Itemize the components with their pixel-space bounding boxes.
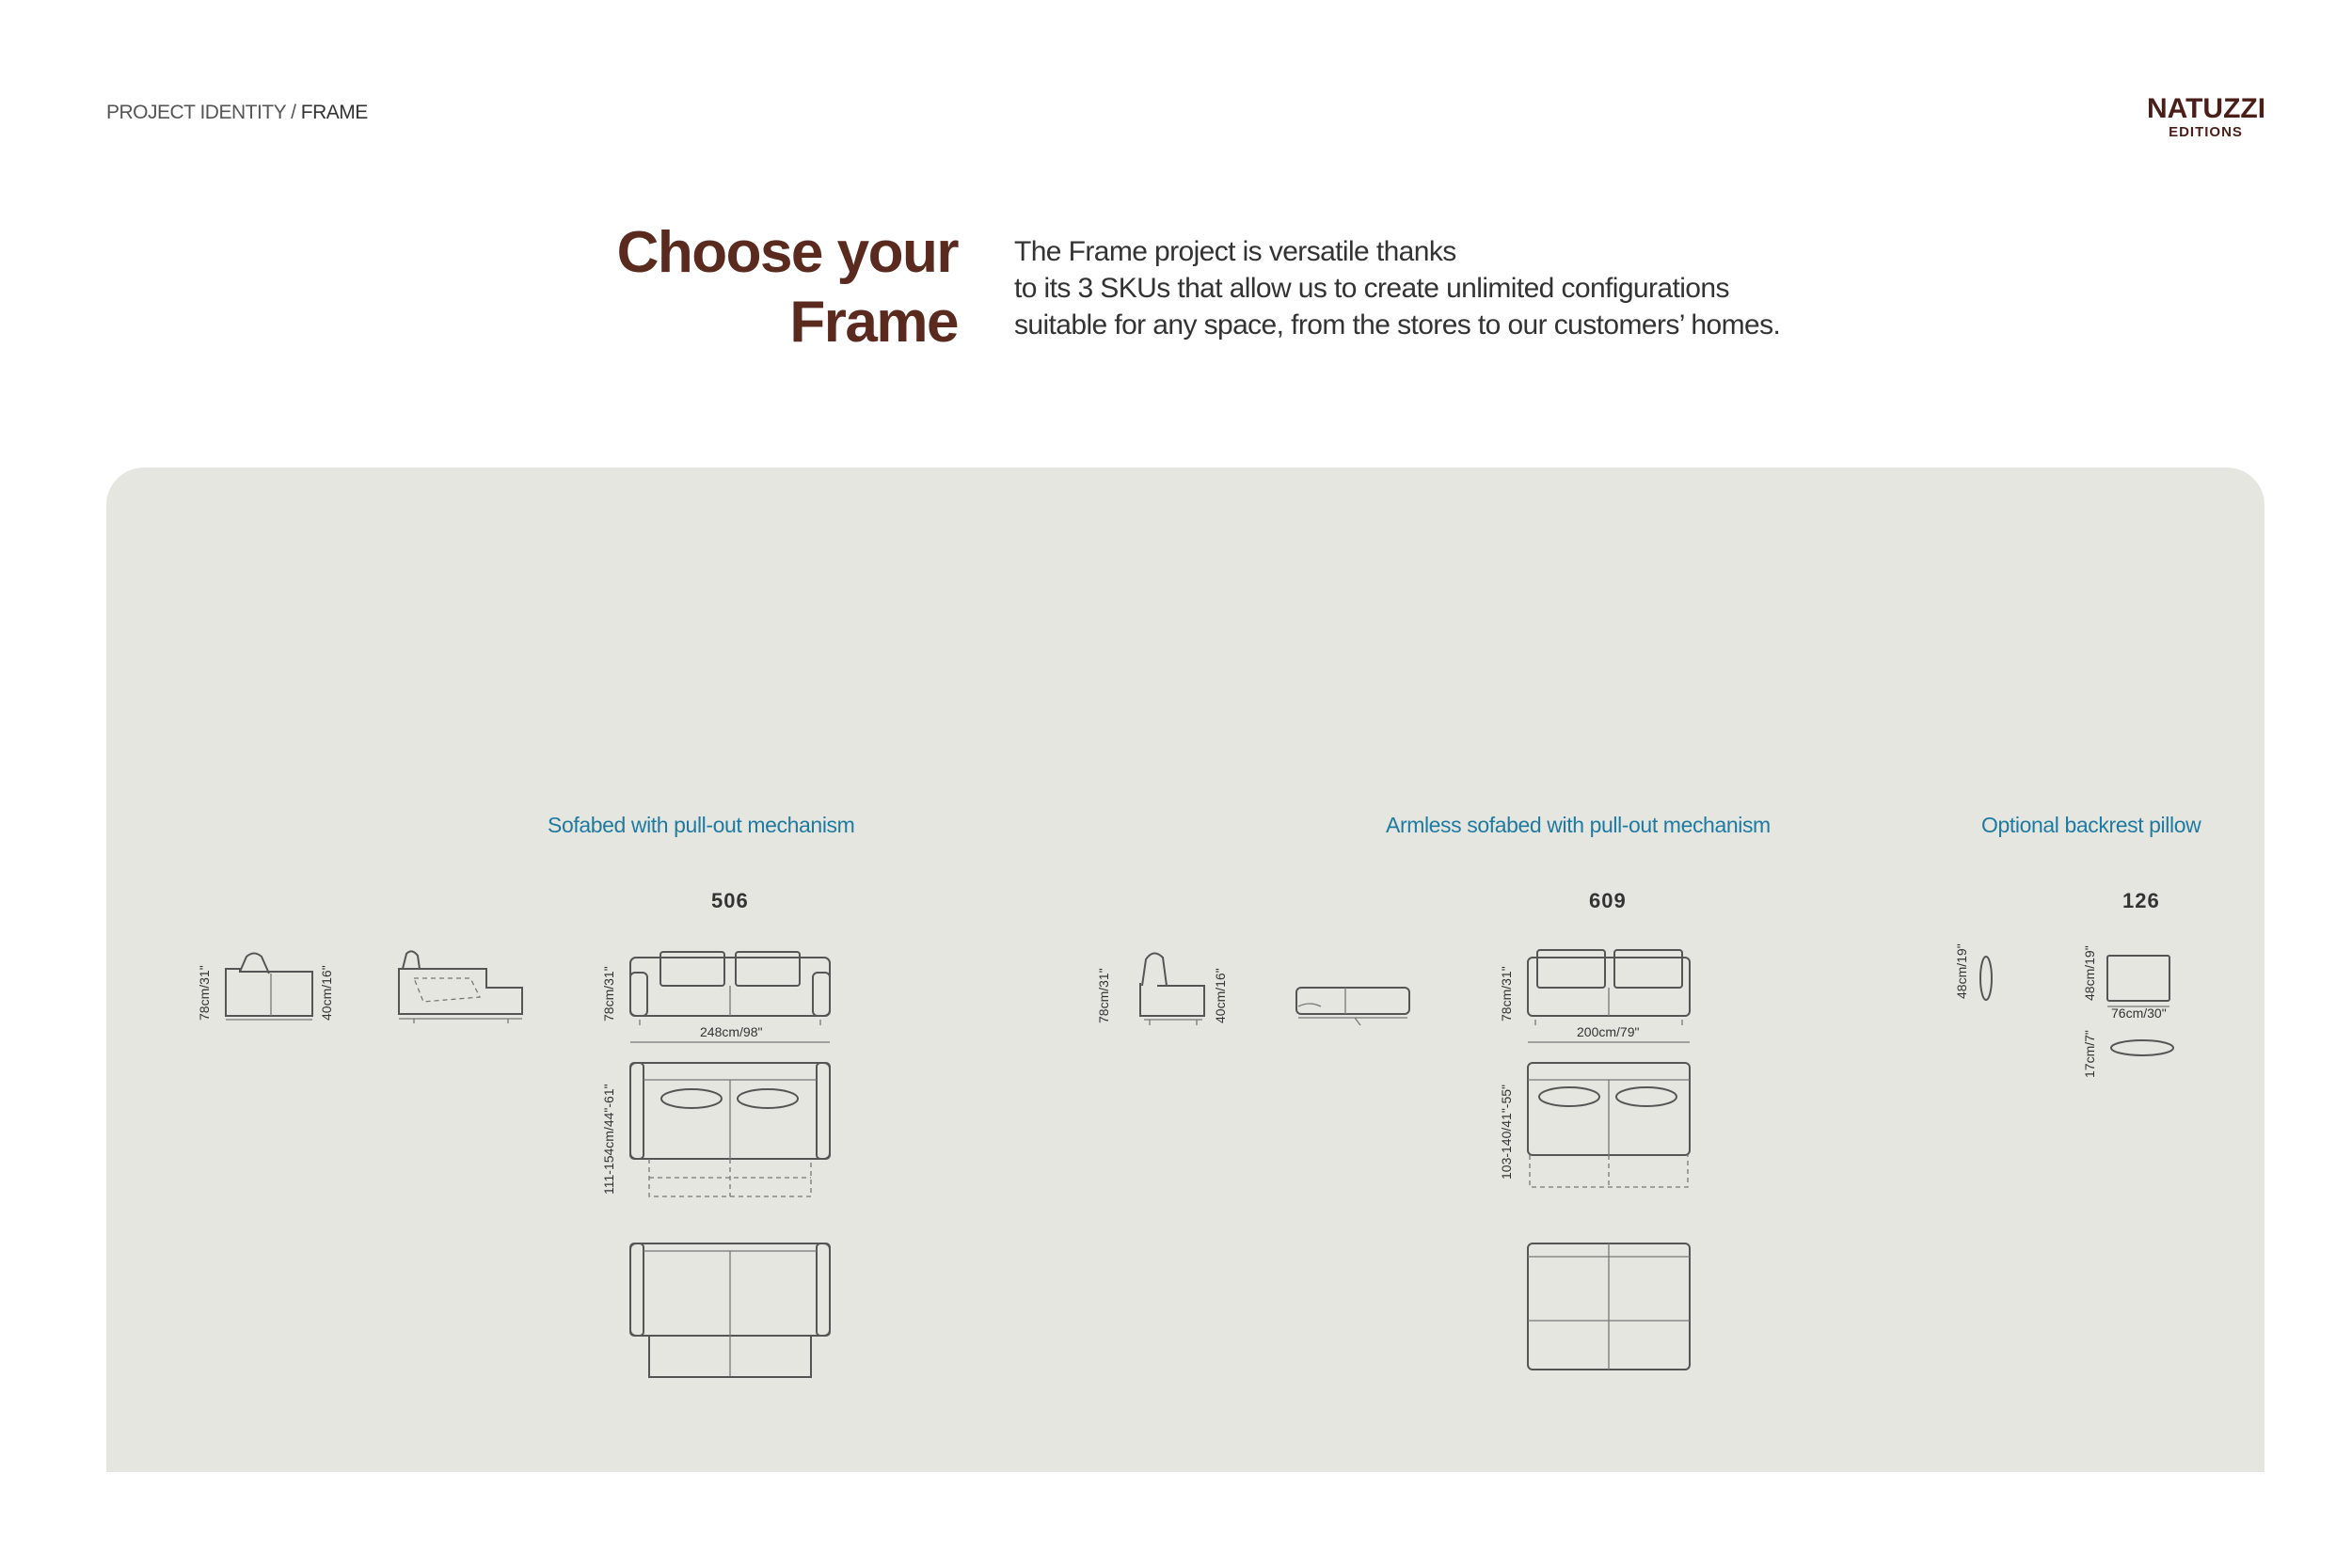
intro-line: to its 3 SKUs that allow us to create unlimited configurations [1014,273,1729,304]
intro-line: suitable for any space, from the stores to our customers’ homes. [1014,309,1781,341]
dim-506-height: 78cm/31" [197,965,212,1021]
dim-609-height: 78cm/31" [1096,968,1111,1023]
armless-open-side-view [1296,988,1409,1025]
pillow-front-view [2107,956,2169,1006]
dim-126-side-height: 48cm/19" [1954,943,1969,999]
title-line-1: Choose your [616,220,958,285]
dim-506-width: 248cm/98" [700,1024,763,1039]
intro-line: The Frame project is versatile thanks [1014,236,1456,267]
sofabed-top-view-open [630,1243,830,1377]
sku-126: 126 [2122,889,2160,912]
dim-506-front-height: 78cm/31" [601,966,616,1022]
armless-top-view-open [1528,1243,1690,1370]
category-backrest-pillow: Optional backrest pillow [1981,813,2201,837]
pillow-side-view [1980,957,1992,1000]
dim-609-front-height: 78cm/31" [1499,966,1514,1022]
dim-126-depth: 17cm/7" [2082,1030,2097,1078]
category-sofabed: Sofabed with pull-out mechanism [548,813,855,837]
dim-609-depth: 103-140/41"-55" [1499,1084,1514,1180]
title-line-2: Frame [789,290,958,355]
dim-609-seat: 40cm/16" [1213,968,1228,1023]
breadcrumb-current: FRAME [300,102,368,123]
armless-top-view [1528,1063,1690,1187]
dim-506-seat: 40cm/16" [319,965,334,1021]
logo-brand: NATUZZI [2147,93,2266,124]
dim-609-width: 200cm/79" [1577,1024,1640,1039]
sofabed-open-side-view [399,951,522,1023]
sku-506: 506 [711,889,749,912]
sku-609: 609 [1589,889,1627,912]
armless-side-view [1140,953,1204,1025]
armless-front-view [1528,950,1690,1025]
sofabed-side-view [226,954,312,1021]
sofabed-front-view [630,952,830,1025]
dim-126-width: 76cm/30" [2111,1006,2167,1021]
dim-126-front-height: 48cm/19" [2082,945,2097,1001]
pillow-top-view [2111,1040,2173,1055]
breadcrumb-section: PROJECT IDENTITY / [106,102,301,123]
sofabed-top-view [630,1063,830,1196]
dim-506-depth: 111-154cm/44"-61" [601,1084,616,1195]
category-armless-sofabed: Armless sofabed with pull-out mechanism [1386,813,1771,837]
logo-sub: EDITIONS [2169,124,2243,140]
